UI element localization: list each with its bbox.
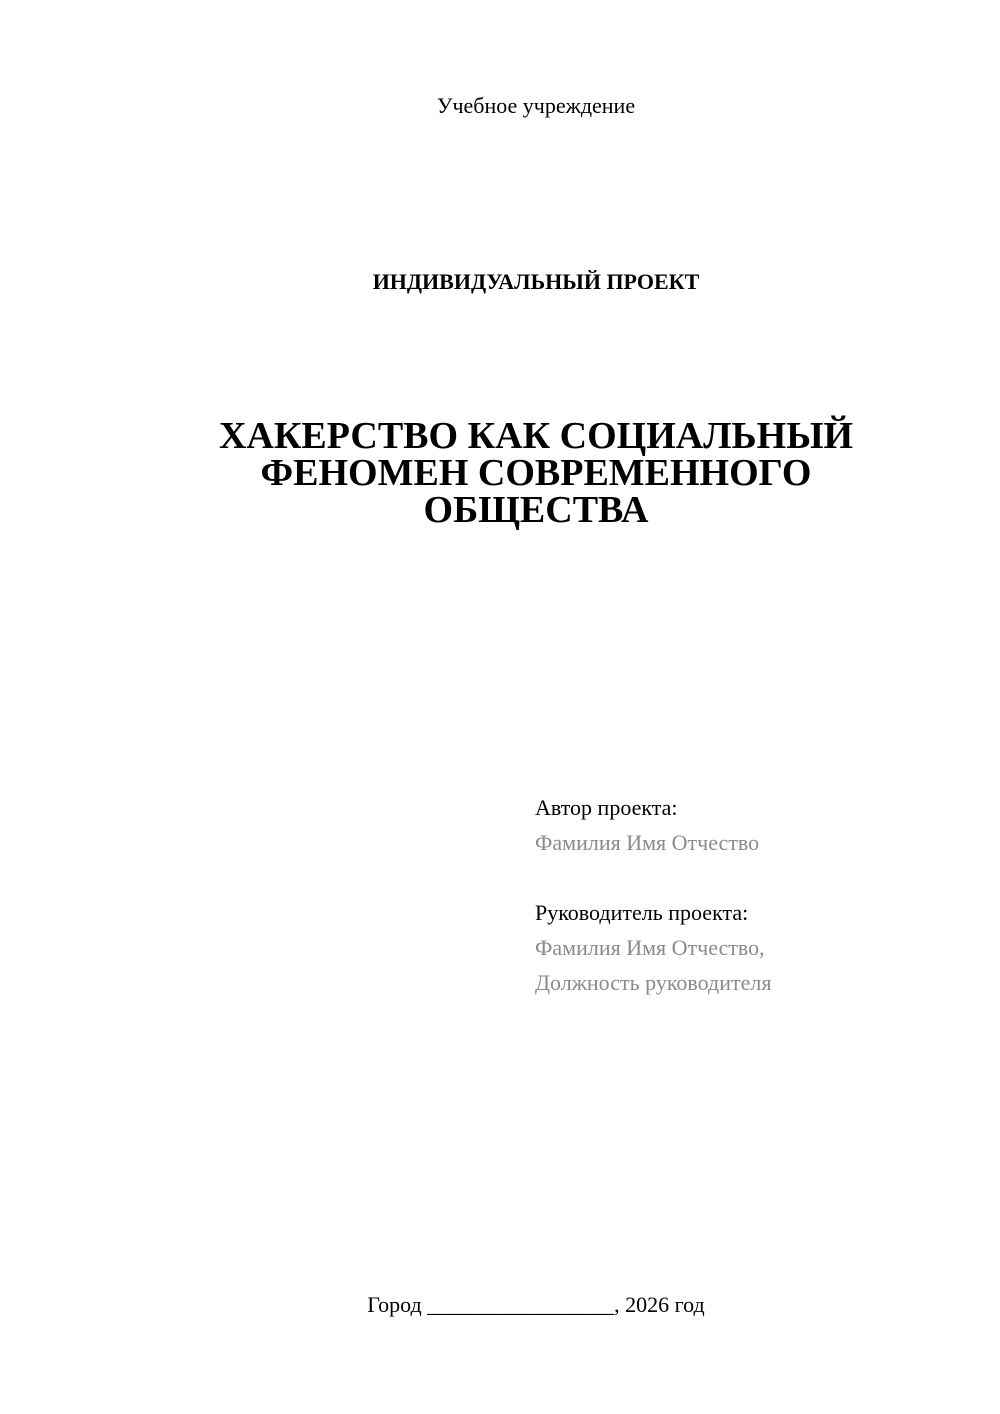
document-type: ИНДИВИДУАЛЬНЫЙ ПРОЕКТ	[372, 269, 700, 294]
author-label: Автор проекта:	[535, 795, 678, 820]
city-year-line: Город _________________, 2026 год	[367, 1292, 705, 1317]
project-title-line: ОБЩЕСТВА	[423, 489, 649, 531]
spacer	[535, 860, 975, 895]
project-title-line: ФЕНОМЕН СОВРЕМЕННОГО	[260, 452, 812, 494]
institution-name: Учебное учреждение	[436, 93, 636, 118]
author-name: Фамилия Имя Отчество	[535, 830, 760, 855]
project-info-block	[535, 790, 975, 1000]
project-title	[0, 415, 1000, 531]
supervisor-position: Должность руководителя	[535, 970, 772, 995]
supervisor-label: Руководитель проекта:	[535, 900, 749, 925]
project-title-line: ХАКЕРСТВО КАК СОЦИАЛЬНЫЙ	[218, 415, 854, 457]
supervisor-name: Фамилия Имя Отчество,	[535, 935, 765, 960]
